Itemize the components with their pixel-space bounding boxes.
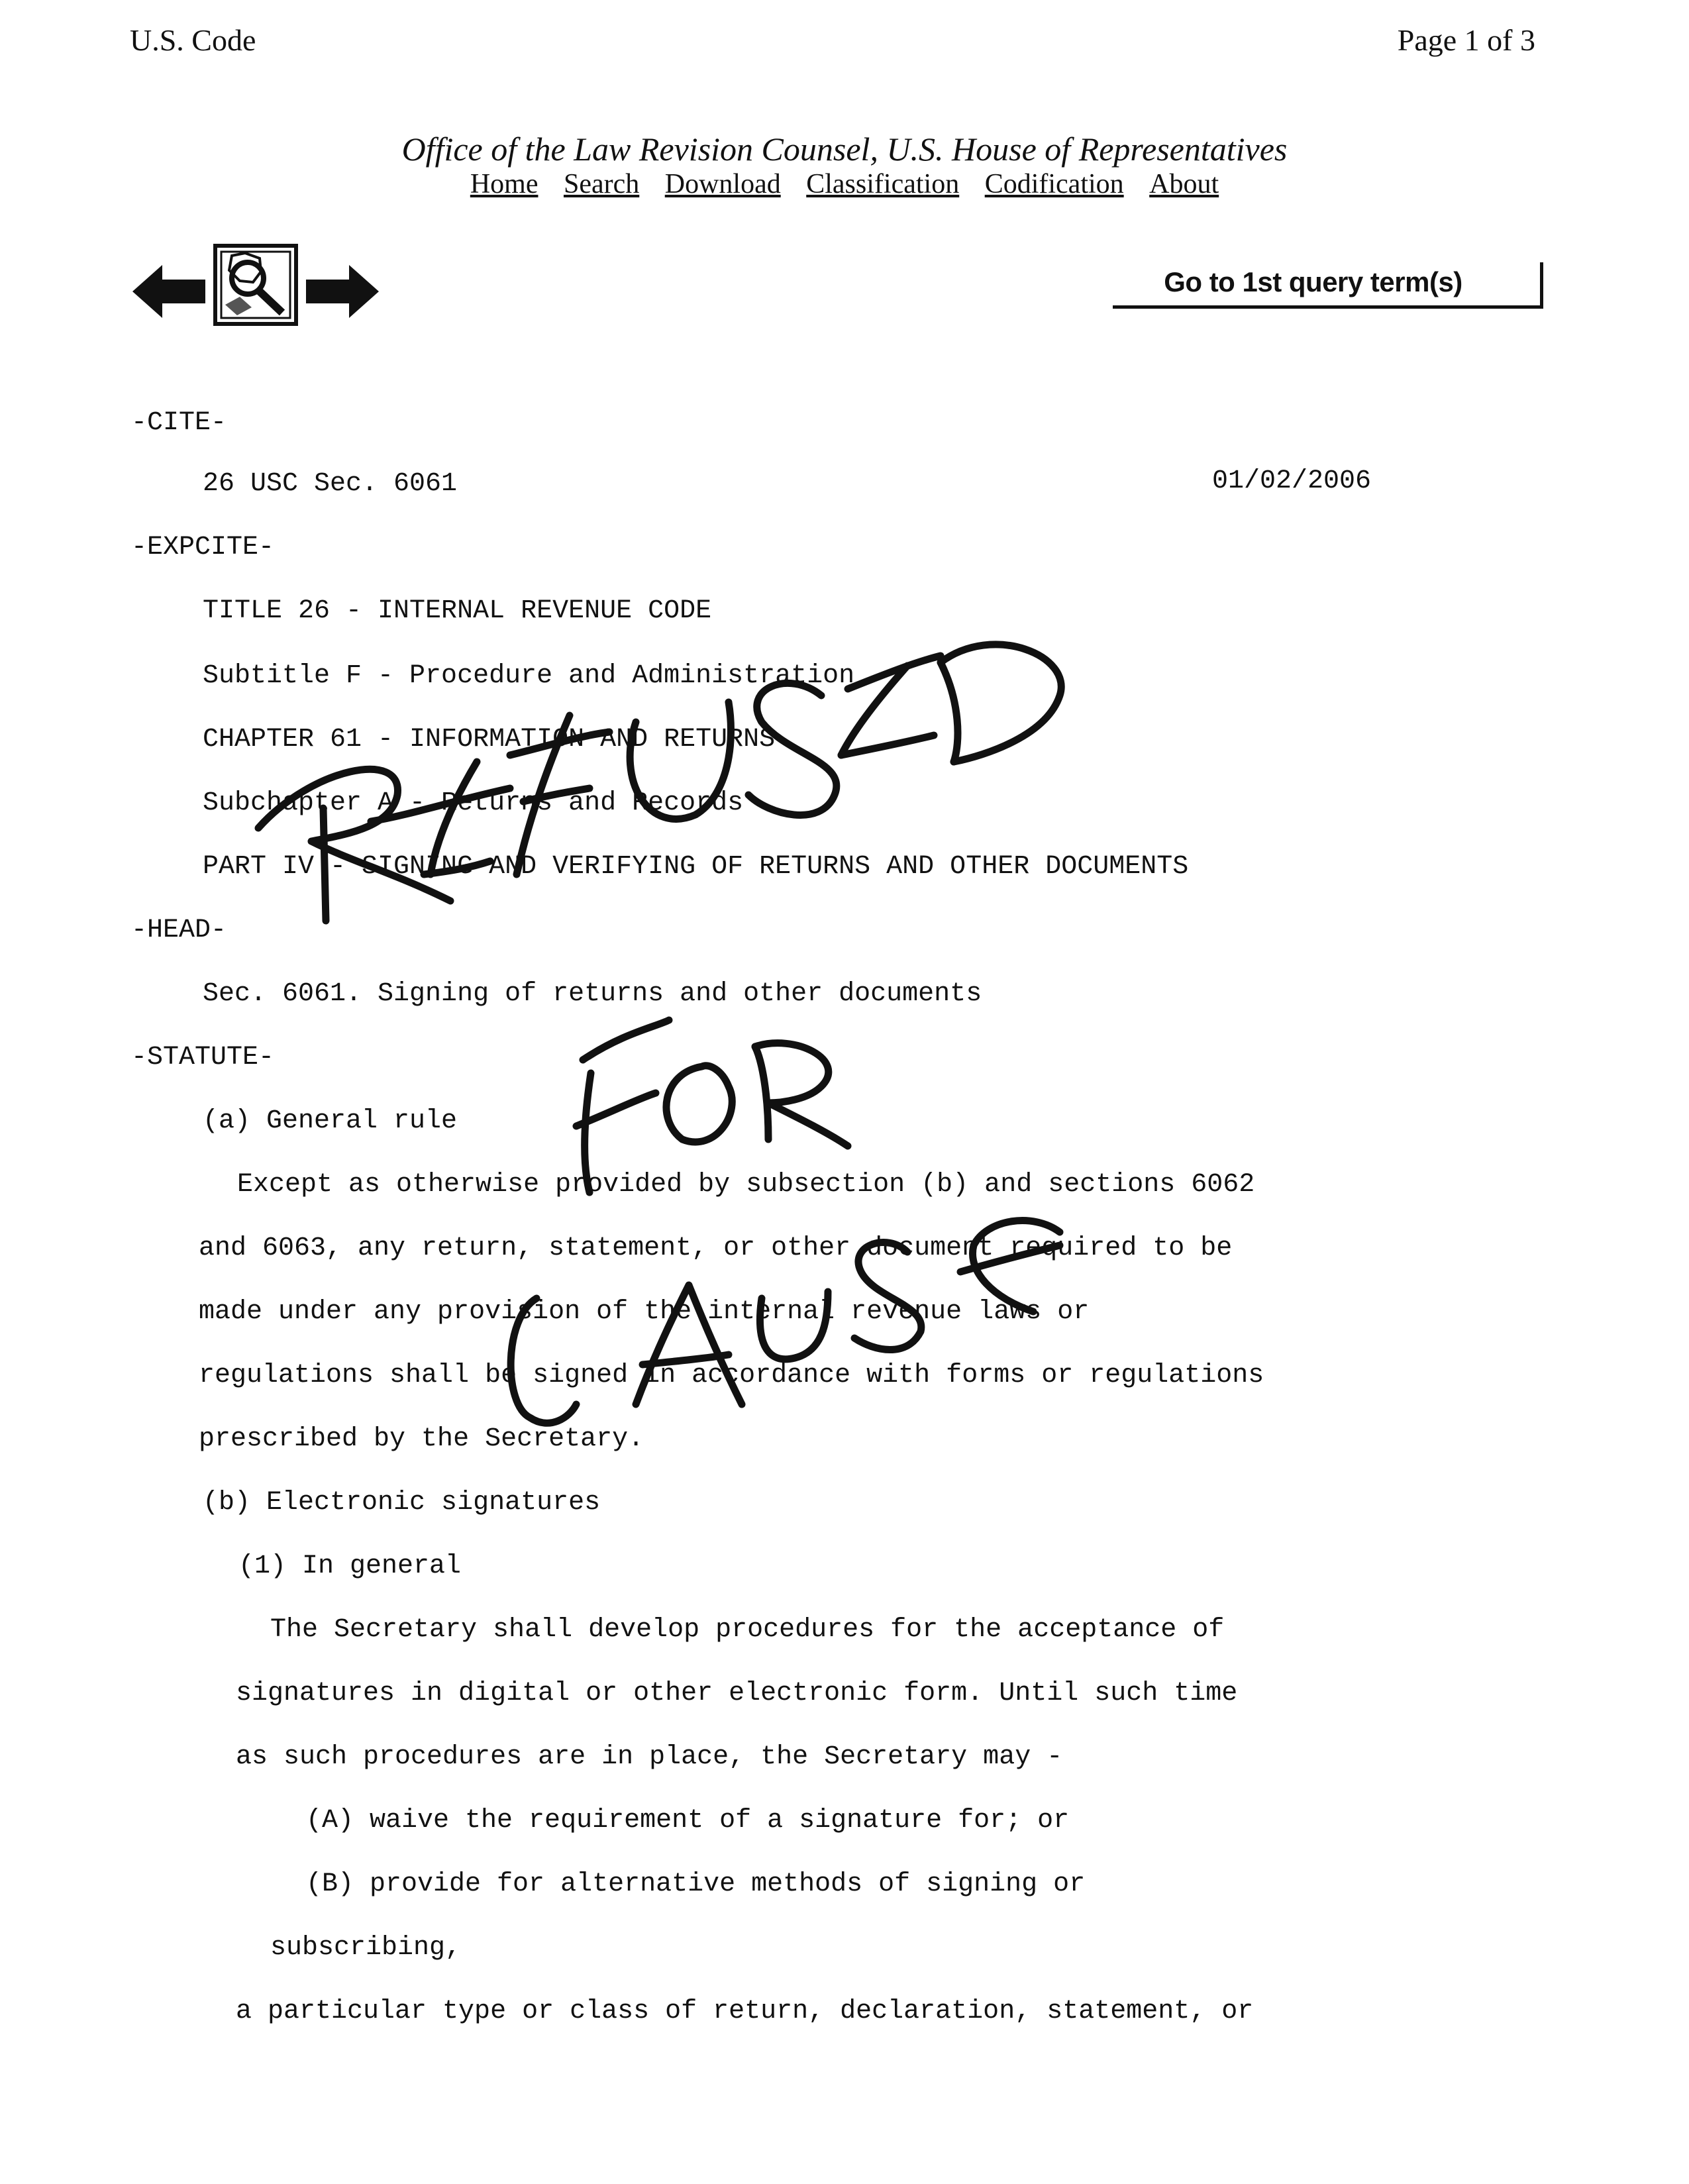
statute-line: (A) waive the requirement of a signature for; or: [306, 1806, 1070, 1836]
print-header-page-count: Page 1 of 3: [1397, 23, 1535, 57]
statute-line: The Secretary shall develop procedures for the acceptance of: [270, 1615, 1225, 1645]
expcite-subtitle: Subtitle F - Procedure and Administration: [203, 661, 855, 691]
go-to-first-query-term-button[interactable]: Go to 1st query term(s): [1113, 262, 1543, 309]
nav-link-search[interactable]: Search: [563, 169, 640, 199]
statute-line: regulations shall be signed in accordance with forms or regulations: [199, 1361, 1264, 1390]
statute-line: prescribed by the Secretary.: [199, 1424, 644, 1454]
nav-link-about[interactable]: About: [1149, 169, 1219, 199]
nav-link-download[interactable]: Download: [664, 169, 781, 199]
expcite-part: PART IV - SIGNING AND VERIFYING OF RETURNS AND OTHER DOCUMENTS: [203, 852, 1189, 882]
statute-line: (b) Electronic signatures: [203, 1488, 601, 1518]
expcite-chapter: CHAPTER 61 - INFORMATION AND RETURNS: [203, 725, 776, 754]
statute-line: (B) provide for alternative methods of signing or: [306, 1869, 1086, 1899]
section-heading: Sec. 6061. Signing of returns and other documents: [203, 979, 982, 1009]
expcite-subchapter: Subchapter A - Returns and Records: [203, 788, 744, 818]
statute-line: (1) In general: [238, 1551, 462, 1581]
cite-label: -CITE-: [131, 408, 227, 438]
nav-link-classification[interactable]: Classification: [806, 169, 960, 199]
statute-line: signatures in digital or other electronic form. Until such time: [236, 1679, 1238, 1708]
statute-line: and 6063, any return, statement, or other document required to be: [199, 1233, 1233, 1263]
statute-line: subscribing,: [270, 1933, 462, 1963]
expcite-label: -EXPCITE-: [131, 533, 275, 562]
head-label: -HEAD-: [131, 915, 227, 945]
statute-line: made under any provision of the internal revenue laws or: [199, 1297, 1090, 1327]
office-title: Office of the Law Revision Counsel, U.S. House of Representatives: [401, 130, 1288, 168]
nav-link-codification[interactable]: Codification: [984, 169, 1124, 199]
statute-label: -STATUTE-: [131, 1043, 275, 1072]
print-header-title: U.S. Code: [130, 23, 256, 57]
statute-line: as such procedures are in place, the Secretary may -: [236, 1742, 1063, 1772]
statute-line: a particular type or class of return, declaration, statement, or: [236, 1997, 1254, 2026]
citation: 26 USC Sec. 6061: [203, 469, 458, 499]
statute-line: Except as otherwise provided by subsection (b) and sections 6062: [237, 1170, 1255, 1200]
nav-link-home[interactable]: Home: [470, 169, 538, 199]
statute-line: (a) General rule: [203, 1106, 458, 1136]
expcite-title: TITLE 26 - INTERNAL REVENUE CODE: [203, 596, 712, 626]
citation-date: 01/02/2006: [1212, 466, 1372, 496]
